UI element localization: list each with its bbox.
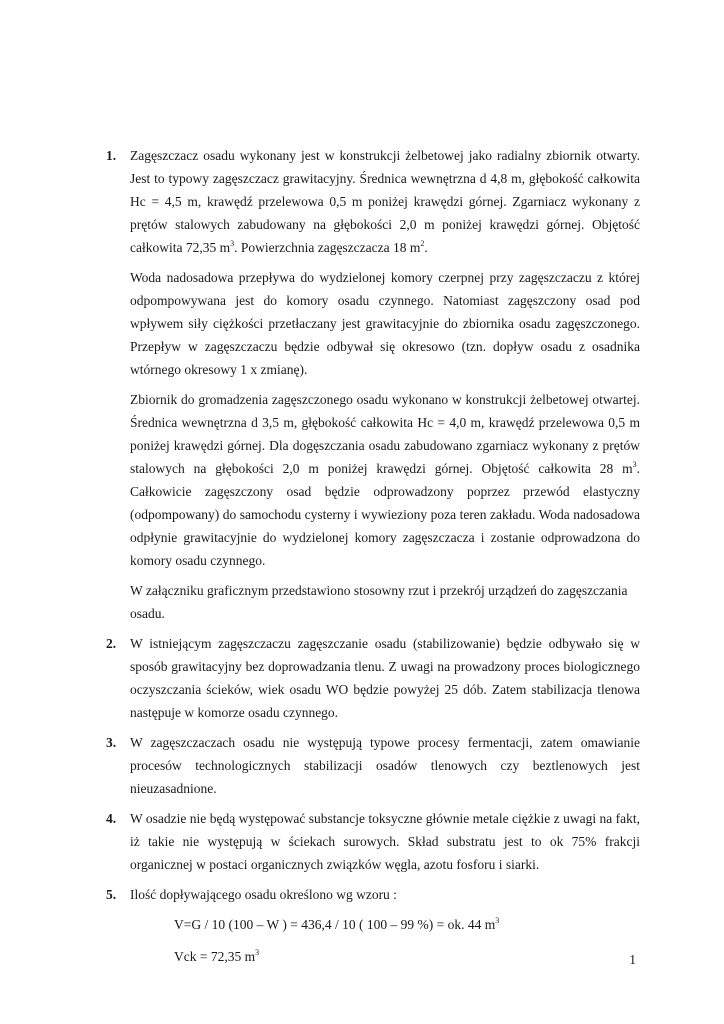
paragraph-text: Zbiornik do gromadzenia zagęszczonego osadu wykonano w konstrukcji żelbetowej otwartej. Średnica wewnętrzna d 3,5 m, głębokość całkowita Hc = 4,0 m, krawędź przelewowa 0,5 m poniżej krawędzi górnej. Dla dogęszczania osadu zabudowano zgarniacz wykonany z prętów stalowych na głębokości 2,0 m poniżej krawędzi górnej. Objętość całkowita 28 m <box>130 392 640 476</box>
paragraph-stabilization: W istniejącym zagęszczaczu zagęszczanie osadu (stabilizowanie) będzie odbywało się w sposób grawitacyjny bez doprowadzania tlenu. Z uwagi na prowadzony proces biologicznego oczyszczania ścieków, wiek osadu WO będzie powyżej 25 dób. Zatem stabilizacja tlenowa następuje w komorze osadu czynnego. <box>130 636 640 720</box>
item-number: 4. <box>106 811 117 826</box>
list-item-5 <box>106 883 640 968</box>
paragraph-text: . Powierzchnia zagęszczacza 18 m <box>234 240 421 255</box>
superscript: 3 <box>230 238 235 248</box>
paragraph-storage-tank <box>130 388 640 572</box>
superscript: 3 <box>495 915 500 925</box>
item-number: 3. <box>106 735 117 750</box>
formula-vck <box>174 945 640 968</box>
formula-text: V=G / 10 (100 – W ) = 436,4 / 10 ( 100 – 99 %) = ok. 44 m <box>174 917 496 932</box>
superscript: 3 <box>632 459 637 469</box>
paragraph-text: Zagęszczacz osadu wykonany jest w konstrukcji żelbetowej jako radialny zbiornik otwarty. Jest to typowy zagęszczacz grawitacyjny. Średnica wewnętrzna d 4,8 m, głębokość całkowita Hc = 4,5 m, krawędź przelewowa 0,5 m poniżej krawędzi górnej. Zgarniacz wykonany z prętów stalowych zabudowany na głębokości 2,0 m poniżej krawędzi górnej. Objętość całkowita 72,35 m <box>130 148 640 255</box>
item-number: 5. <box>106 887 117 902</box>
list-item-2 <box>106 632 640 724</box>
paragraph-text: . <box>424 240 428 255</box>
paragraph-supernatant-flow: Woda nadosadowa przepływa do wydzielonej komory czerpnej przy zagęszczaczu z której odpompowywana jest do komory osadu czynnego. Natomiast zagęszczony osad pod wpływem siły ciężkości przetłaczany jest grawitacyjnie do zbiornika osadu zagęszczonego. Przepływ w zagęszczaczu będzie odbywał się okresowo (tzn. dopływ osadu z osadnika wtórnego okresowy 1 x zmianę). <box>130 270 640 377</box>
paragraph-attachment-note: W załączniku graficznym przedstawiono stosowny rzut i przekrój urządzeń do zagęszczania osadu. <box>130 583 628 621</box>
paragraph-fermentation: W zagęszczaczach osadu nie występują typowe procesy fermentacji, zatem omawianie procesów technologicznych stabilizacji osadów tlenowych czy beztlenowych jest nieuzasadnione. <box>130 735 640 796</box>
formula-text: Vck = 72,35 m <box>174 949 256 964</box>
page-number: 1 <box>629 952 636 967</box>
item-number: 2. <box>106 636 117 651</box>
paragraph-toxic-substances: W osadzie nie będą występować substancje toksyczne głównie metale ciężkie z uwagi na fakt, iż takie nie występują w ściekach surowych. Skład substratu jest to ok 75% frakcji organicznej w postaci organicznych związków węgla, azotu fosforu i siarki. <box>130 811 640 872</box>
paragraph-formula-intro: Ilość dopływającego osadu określono wg wzoru : <box>130 887 397 902</box>
paragraph-thickener-description <box>130 144 640 259</box>
list-item-3 <box>106 731 640 800</box>
superscript: 2 <box>420 238 425 248</box>
numbered-list <box>106 144 640 977</box>
paragraph-text: . Całkowicie zagęszczony osad będzie odprowadzony poprzez przewód elastyczny (odpompowany) do samochodu cysterny i wywieziony poza teren zakładu. Woda nadosadowa odpłynie grawitacyjnie do wydzielonej komory zagęszczacza i zostanie odprowadzona do komory osadu czynnego. <box>130 461 640 568</box>
list-item-4 <box>106 807 640 876</box>
superscript: 3 <box>255 947 260 957</box>
formula-volume <box>174 913 640 936</box>
item-number: 1. <box>106 148 117 163</box>
list-item-1 <box>106 144 640 625</box>
